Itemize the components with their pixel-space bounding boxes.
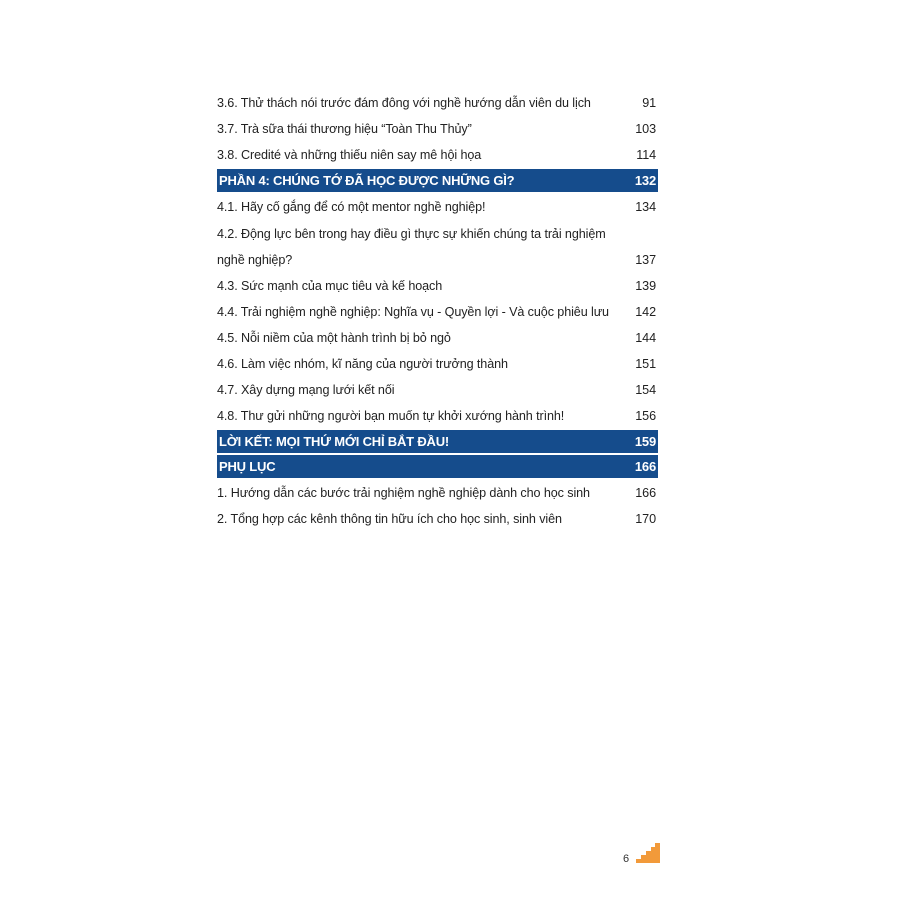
toc-entry xyxy=(217,142,658,168)
toc-entry-page: 91 xyxy=(642,96,656,110)
section-title: PHẦN 4: CHÚNG TỚ ĐÃ HỌC ĐƯỢC NHỮNG GÌ? xyxy=(219,173,515,188)
toc-entry-page: 166 xyxy=(635,486,656,500)
toc-section-heading xyxy=(217,169,658,192)
toc-entry-title: 4.1. Hãy cố gắng để có một mentor nghề nghiệp! xyxy=(217,200,486,214)
toc-section-heading xyxy=(217,430,658,453)
section-page: 159 xyxy=(634,434,656,449)
section-page: 166 xyxy=(634,459,656,474)
toc-entry-page: 103 xyxy=(635,122,656,136)
toc-entry-title: 4.5. Nỗi niềm của một hành trình bị bỏ ngỏ xyxy=(217,331,451,345)
toc-entry-page: 142 xyxy=(635,305,656,319)
toc-entry xyxy=(217,90,658,116)
toc-entry-title: 2. Tổng hợp các kênh thông tin hữu ích cho học sinh, sinh viên xyxy=(217,512,562,526)
section-title: PHỤ LỤC xyxy=(219,459,276,474)
toc-entry-title: 4.2. Động lực bên trong hay điều gì thực sự khiến chúng ta trải nghiệm xyxy=(217,226,606,241)
toc-entry xyxy=(217,220,658,247)
section-page: 132 xyxy=(634,173,656,188)
toc-entry-title: 4.7. Xây dựng mạng lưới kết nối xyxy=(217,383,395,397)
toc-entry-page: 156 xyxy=(635,409,656,423)
page-number: 6 xyxy=(623,853,630,865)
toc-entry-page: 154 xyxy=(635,383,656,397)
toc-entry-page: 137 xyxy=(635,253,656,267)
toc-entry-continued xyxy=(217,247,658,273)
toc-entry xyxy=(217,325,658,351)
toc-entry-title: 1. Hướng dẫn các bước trải nghiệm nghề nghiệp dành cho học sinh xyxy=(217,486,590,500)
table-of-contents xyxy=(217,90,658,532)
toc-entry-title: 4.6. Làm việc nhóm, kĩ năng của người trưởng thành xyxy=(217,357,508,371)
toc-entry-page: 114 xyxy=(636,148,656,162)
toc-entry xyxy=(217,506,658,532)
toc-entry-title: 3.7. Trà sữa thái thương hiệu “Toàn Thu Thủy” xyxy=(217,122,472,136)
toc-entry-page: 151 xyxy=(635,357,656,371)
toc-entry-title: 4.3. Sức mạnh của mục tiêu và kế hoạch xyxy=(217,279,443,293)
toc-entry xyxy=(217,403,658,429)
toc-entry xyxy=(217,377,658,403)
toc-entry-page: 139 xyxy=(635,279,656,293)
toc-entry-title: 4.4. Trải nghiệm nghề nghiệp: Nghĩa vụ - Quyền lợi - Và cuộc phiêu lưu xyxy=(217,305,609,319)
toc-section-heading xyxy=(217,455,658,478)
toc-entry xyxy=(217,273,658,299)
toc-entry xyxy=(217,299,658,325)
stair-steps-icon xyxy=(636,843,660,863)
toc-entry-title: nghề nghiệp? xyxy=(217,253,293,267)
toc-entry-title: 3.6. Thử thách nói trước đám đông với nghề hướng dẫn viên du lịch xyxy=(217,96,591,110)
stair-steps-shape xyxy=(636,843,660,863)
toc-entry xyxy=(217,116,658,142)
toc-entry-title: 3.8. Credité và những thiếu niên say mê hội họa xyxy=(217,148,482,162)
section-title: LỜI KẾT: MỌI THỨ MỚI CHỈ BẮT ĐẦU! xyxy=(219,434,450,449)
toc-entry xyxy=(217,194,658,220)
toc-entry-page: 170 xyxy=(635,512,656,526)
toc-entry-title: 4.8. Thư gửi những người bạn muốn tự khởi xướng hành trình! xyxy=(217,409,565,423)
toc-entry-page: 134 xyxy=(635,200,656,214)
toc-entry xyxy=(217,351,658,377)
toc-entry-page: 144 xyxy=(635,331,656,345)
toc-entry xyxy=(217,480,658,506)
